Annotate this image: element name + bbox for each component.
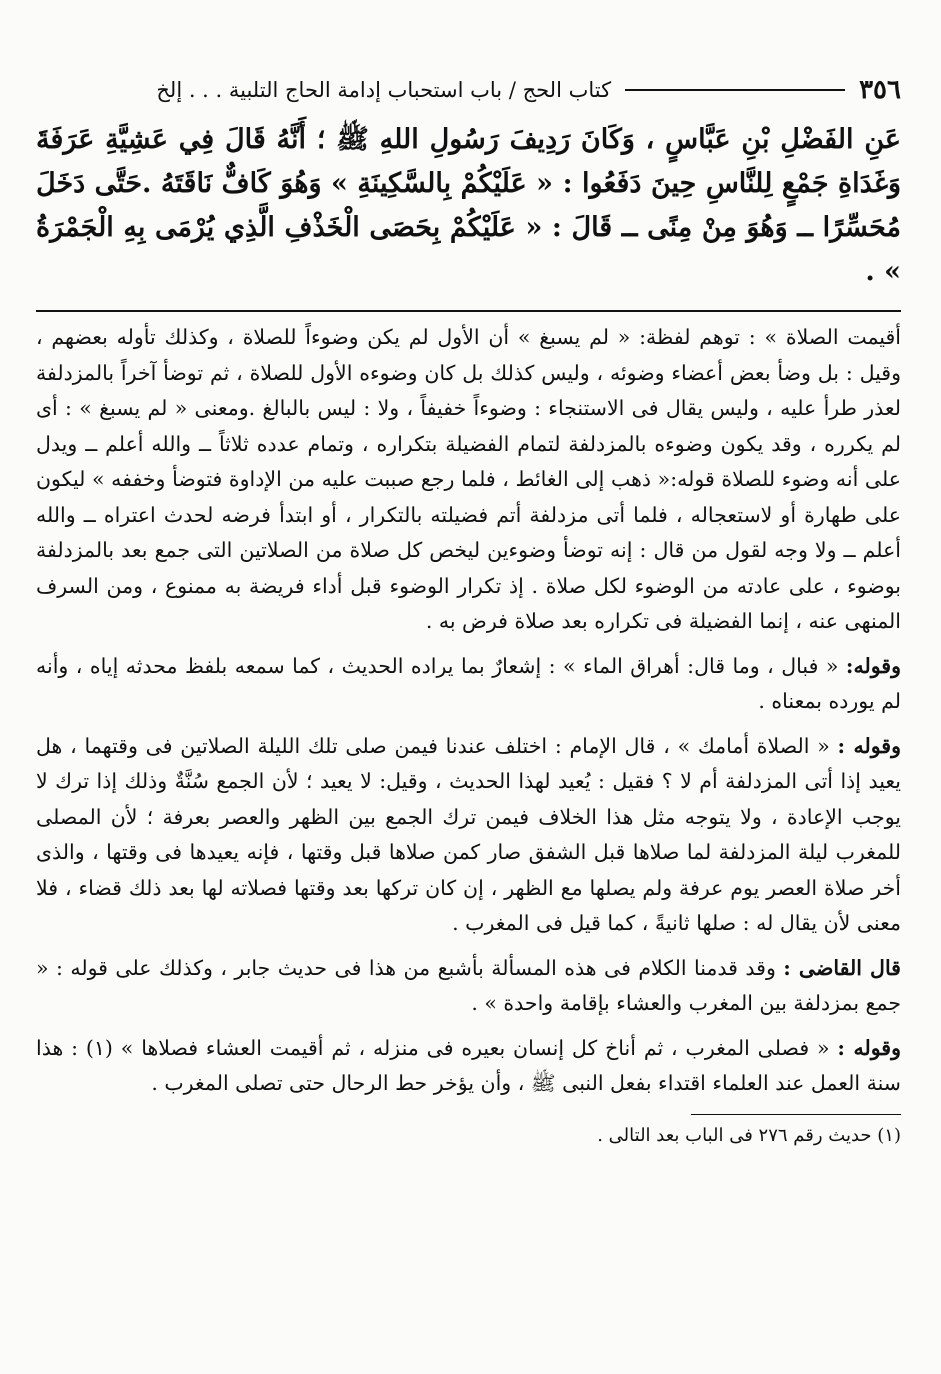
hadith-text: عَنِ الفَضْلِ بْنِ عَبَّاسٍ ، وَكَانَ رَدِيفَ رَسُولِ اللهِ ﷺ ؛ أَنَّهُ قَالَ فِي عَشِيَّةِ عَرَفَةَ وَغَدَاةِ جَمْعٍ لِلنَّاسِ حِينَ دَفَعُوا : « عَلَيْكُمْ بِالسَّكِينَةِ » وَهُوَ كَافٌّ نَاقَتَهُ .حَتَّى دَخَلَ مُحَسِّرًا ــ وَهُوَ مِنْ مِنًى ــ قَالَ : « عَلَيْكُمْ بِحَصَى الْخَذْفِ الَّذِي يُرْمَى بِهِ الْجَمْرَةُ » . <box>36 124 901 287</box>
section-separator <box>36 310 901 312</box>
commentary <box>36 320 901 1102</box>
commentary-paragraph <box>36 729 901 942</box>
footnote-rule <box>691 1114 901 1115</box>
footnote: (١) حديث رقم ٢٧٦ فى الباب بعد التالى . <box>597 1124 901 1146</box>
paragraph-text: وقد قدمنا الكلام فى هذه المسألة بأشبع من هذا فى حديث جابر ، وكذلك على قوله : « جمع بمزدلفة بين المغرب والعشاء بإقامة واحدة » . <box>36 955 901 1015</box>
header-rule <box>625 89 845 91</box>
commentary-paragraph <box>36 649 901 720</box>
commentary-paragraph <box>36 1031 901 1102</box>
page-number: ٣٥٦ <box>859 75 901 105</box>
paragraph-lead: قال القاضى : <box>783 955 901 980</box>
paragraph-lead: وقوله: <box>845 653 901 678</box>
commentary-paragraph <box>36 320 901 640</box>
paragraph-text: « فبال ، وما قال: أهراق الماء » : إشعارٌ بما يراده الحديث ، كما سمعه بلفظ محدثه إياه ، وأنه لم يورده بمعناه . <box>36 653 901 713</box>
paragraph-lead: وقوله : <box>837 733 901 758</box>
paragraph-text: « فصلى المغرب ، ثم أناخ كل إنسان بعيره فى منزله ، ثم أقيمت العشاء فصلاها » (١) : هذا سنة العمل عند العلماء اقتداء بفعل النبى ﷺ ، وأن يؤخر حط الرحال حتى تصلى المغرب . <box>36 1035 901 1095</box>
paragraph-text: أقيمت الصلاة » : توهم لفظة: « لم يسبغ » أن الأول لم يكن وضوءاً للصلاة ، وكذلك تأوله بعضهم ، وقيل : بل وضأ بعض أعضاء وضوئه ، وليس كذلك بل كان وضوءه الأول للصلاة ، ثم توضأ آخراً بالمزدلفة لعذر طرأ عليه ، وليس يقال فى الاستنجاء : وضوءاً خفيفاً ، ولا : ليس بالبالغ .ومعنى « لم يسبغ » : أى لم يكرره ، وقد يكون وضوءه بالمزدلفة لتمام الفضيلة بتكراره ، وتمام عدده ثلاثاً ــ والله أعلم ــ ويدل على أنه وضوء للصلاة قوله:« ذهب إلى الغائط ، فلما رجع صببت عليه من الإداوة فتوضأ وخففه » ليكون على طهارة أو لاستعجاله ، فلما أتى مزدلفة أتم فضيلته بالتكرار ، أو ابتدأ فرضه لحدث اعتراه ــ والله أعلم ــ ولا وجه لقول من قال : إنه توضأ وضوءين ليخص كل صلاة من الصلاتين التى جمع بعد بالمزدلفة بوضوء ، على عادته من الوضوء لكل صلاة . إذ تكرار الوضوء قبل أداء فريضة به ممنوع ، ومن السرف المنهى عنه ، إنما الفضيلة فى تكراره بعد صلاة فرض به . <box>36 325 901 633</box>
commentary-paragraph <box>36 951 901 1022</box>
paragraph-text: « الصلاة أمامك » ، قال الإمام : اختلف عندنا فيمن صلى تلك الليلة الصلاتين فى وقتهما ، هل يعيد إذا أتى المزدلفة أم لا ؟ فقيل : يُعيد لهذا الحديث ، وقيل: لا يعيد ؛ لأن الجمع سُنَّةٌ وذلك إذا ترك لا يوجب الإعادة ، ولا يتوجه مثل هذا الخلاف فيمن ترك الجمع بين الظهر والعصر بعرفة ؛ لأن المصلى للمغرب ليلة المزدلفة لما صلاها قبل الشفق صار كمن صلاها قبل وقتها ، فإنه يعيدها فى وقتها ، والذى أخر صلاة العصر يوم عرفة ولم يصلها مع الظهر ، إن كان تركها بعد وقتها فصلاته لها بعد ذلك قضاء ، فلا معنى لأن يقال له : صلها ثانيةً ، كما قيل فى المغرب . <box>36 733 901 935</box>
page-header <box>36 70 901 110</box>
paragraph-lead: وقوله : <box>837 1035 901 1060</box>
running-title: كتاب الحج / باب استحباب إدامة الحاج التلبية . . . إلخ <box>156 78 612 102</box>
